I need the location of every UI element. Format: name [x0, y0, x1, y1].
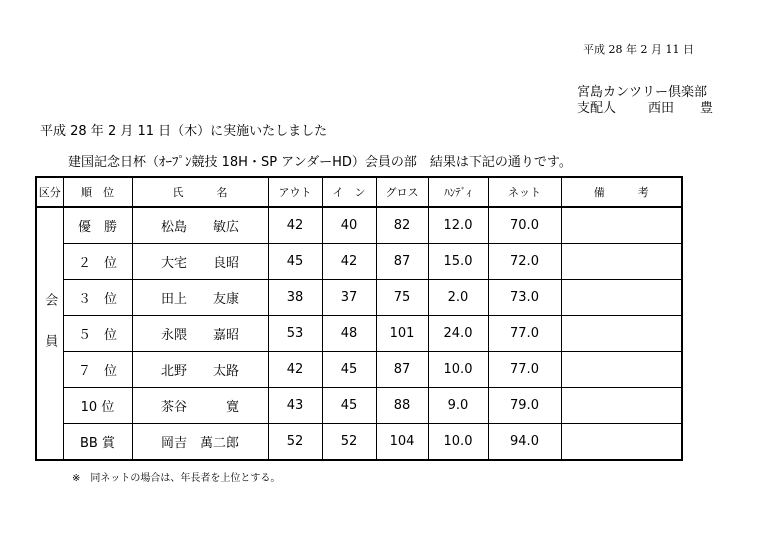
rank-cell: 優 勝: [63, 207, 132, 244]
rank-cell: BB 賞: [63, 424, 132, 461]
manager-title: 支配人: [577, 101, 617, 116]
player-name-cell: 田上 友康: [132, 280, 268, 316]
table-row: [36, 316, 682, 352]
header-gross: グロス: [376, 177, 428, 207]
handicap-cell: 12.0: [428, 207, 488, 244]
remarks-cell: [561, 280, 682, 316]
gross-score-cell: 101: [376, 316, 428, 352]
player-name-cell: 大宅 良昭: [132, 244, 268, 280]
remarks-cell: [561, 207, 682, 244]
in-score-cell: 45: [322, 352, 376, 388]
results-headline: 建国記念日杯（ｵｰﾌﾟﾝ競技 18H・SP アンダーHD）会員の部 結果は下記の通りです。: [68, 155, 572, 170]
header-remarks: 備 考: [561, 177, 682, 207]
remarks-cell: [561, 316, 682, 352]
net-score-cell: 77.0: [488, 316, 561, 352]
header-category: 区分: [36, 177, 63, 207]
net-score-cell: 70.0: [488, 207, 561, 244]
out-score-cell: 53: [268, 316, 322, 352]
net-score-cell: 79.0: [488, 388, 561, 424]
rank-cell: 10 位: [63, 388, 132, 424]
header-in: イ ン: [322, 177, 376, 207]
manager-line: [577, 97, 713, 116]
footnote: ※ 同ネットの場合は、年長者を上位とする。: [72, 473, 281, 484]
player-name-cell: 岡吉 萬二郎: [132, 424, 268, 461]
manager-surname: 西田: [648, 101, 675, 116]
header-net: ネット: [488, 177, 561, 207]
handicap-cell: 10.0: [428, 352, 488, 388]
handicap-cell: 24.0: [428, 316, 488, 352]
manager-given-name: 豊: [700, 101, 714, 116]
net-score-cell: 73.0: [488, 280, 561, 316]
header-handicap: ﾊﾝﾃﾞｨ: [428, 177, 488, 207]
header-name: 氏 名: [132, 177, 268, 207]
table-row: [36, 352, 682, 388]
player-name-cell: 松島 敏広: [132, 207, 268, 244]
held-date-line: 平成 28 年 2 月 11 日（木）に実施いたしました: [40, 124, 328, 139]
table-row: [36, 424, 682, 461]
remarks-cell: [561, 388, 682, 424]
handicap-cell: 9.0: [428, 388, 488, 424]
rank-cell: ５ 位: [63, 316, 132, 352]
results-table: [35, 176, 683, 461]
out-score-cell: 42: [268, 207, 322, 244]
in-score-cell: 37: [322, 280, 376, 316]
in-score-cell: 52: [322, 424, 376, 461]
table-row: [36, 388, 682, 424]
category-cell: 会員: [36, 207, 63, 460]
player-name-cell: 茶谷 寛: [132, 388, 268, 424]
out-score-cell: 52: [268, 424, 322, 461]
gross-score-cell: 87: [376, 244, 428, 280]
handicap-cell: 15.0: [428, 244, 488, 280]
net-score-cell: 94.0: [488, 424, 561, 461]
net-score-cell: 77.0: [488, 352, 561, 388]
net-score-cell: 72.0: [488, 244, 561, 280]
handicap-cell: 10.0: [428, 424, 488, 461]
gross-score-cell: 88: [376, 388, 428, 424]
gross-score-cell: 82: [376, 207, 428, 244]
table-header-row: [36, 177, 682, 207]
club-name: 宮島カンツリー倶楽部: [577, 85, 708, 100]
in-score-cell: 40: [322, 207, 376, 244]
remarks-cell: [561, 352, 682, 388]
table-row: [36, 244, 682, 280]
out-score-cell: 42: [268, 352, 322, 388]
out-score-cell: 38: [268, 280, 322, 316]
out-score-cell: 45: [268, 244, 322, 280]
header-rank: 順 位: [63, 177, 132, 207]
gross-score-cell: 104: [376, 424, 428, 461]
player-name-cell: 永隈 嘉昭: [132, 316, 268, 352]
table-row: [36, 280, 682, 316]
handicap-cell: 2.0: [428, 280, 488, 316]
gross-score-cell: 87: [376, 352, 428, 388]
player-name-cell: 北野 太路: [132, 352, 268, 388]
in-score-cell: 45: [322, 388, 376, 424]
rank-cell: ３ 位: [63, 280, 132, 316]
in-score-cell: 48: [322, 316, 376, 352]
header-out: アウト: [268, 177, 322, 207]
rank-cell: ２ 位: [63, 244, 132, 280]
remarks-cell: [561, 244, 682, 280]
remarks-cell: [561, 424, 682, 461]
table-row: [36, 207, 682, 244]
out-score-cell: 43: [268, 388, 322, 424]
gross-score-cell: 75: [376, 280, 428, 316]
in-score-cell: 42: [322, 244, 376, 280]
rank-cell: ７ 位: [63, 352, 132, 388]
document-date: 平成 28 年 2 月 11 日: [583, 43, 694, 56]
